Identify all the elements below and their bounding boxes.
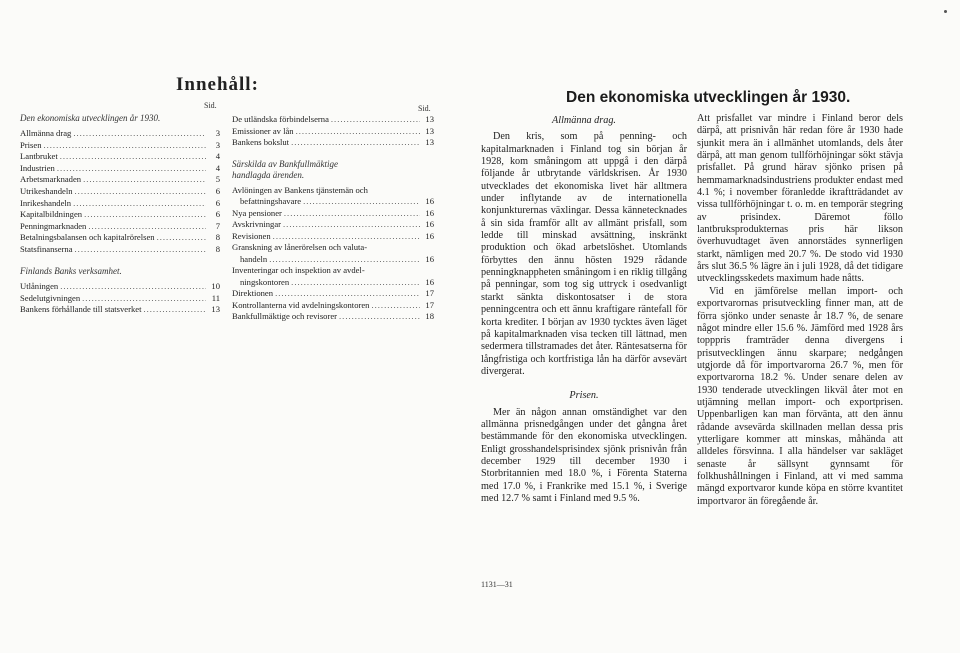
toc-entry-label: Direktionen (232, 288, 274, 299)
toc-list-continued (232, 114, 434, 149)
toc-entry (232, 208, 434, 219)
toc-entry (232, 242, 434, 253)
toc-entry-page-number: 16 (425, 230, 434, 241)
toc-entry-page-number: 3 (215, 128, 220, 138)
toc-entry-page-number: 7 (215, 220, 220, 231)
toc-entry-page-number: 6 (215, 185, 220, 196)
toc-entry (232, 114, 434, 126)
toc-leader-dots (273, 288, 420, 299)
toc-entry-page-number: 4 (215, 151, 220, 162)
paragraph-price-fall: Att prisfallet var mindre i Finland beror dels därpå, att prisnivån här redan före år 1930 hade sjunkit mera än i allmänhet utomlands, dels åter därpå, att man genom tullförhöjningar sökt stävja prisfallet. På grund härav sjönko prisen på hemmamarknadsindustriens produkter endast med 4.1 %; i november föranledde ikraftträdandet av vissa tullförhöjningar t. o. m. en temporär stegring av prisindex. Däremot föllo lantbruksprodukternas pris här likson överhuvudtaget även annorstädes synnerligen starkt, nämligen med 20.7 %. De stodo vid 1930 års slut 36.5 % lägre än i juli 1928, då det tidigare utvecklingsskedets maximum hade nåtts. (697, 113, 903, 285)
toc-heading: Innehåll: (176, 74, 259, 95)
toc-entry (20, 198, 220, 210)
toc-entry-page-number: 6 (215, 209, 220, 220)
toc-entry (20, 244, 220, 256)
toc-entry-label: Sedelutgivningen (20, 292, 81, 303)
toc-leader-dots (81, 174, 206, 186)
toc-entry-page-number: 17 (425, 299, 434, 310)
toc-entry-label: Utrikeshandeln (20, 185, 73, 196)
toc-entry (232, 196, 434, 207)
toc-list-special-matters (232, 185, 434, 322)
toc-entry (20, 209, 220, 221)
toc-leader-dots (282, 208, 420, 219)
toc-entry-label: befattningshavare (240, 196, 302, 207)
toc-entry-page-number: 8 (215, 243, 220, 254)
toc-leader-dots (337, 311, 420, 322)
toc-entry (232, 277, 434, 288)
article-title: Den ekonomiska utvecklingen år 1930. (566, 89, 851, 106)
toc-entry-page-number: 16 (425, 253, 434, 264)
toc-entry (232, 300, 434, 311)
toc-entry (232, 311, 434, 322)
paragraph-import-export: Vid en jämförelse mellan import- och exportvarornas prisutveckling finner man, att de förra sjönko under senaste år 18.7 %, de senare något mindre eller 15.6 %. Jämförd med 1928 års topppris framträder denna divergens i prisutvecklingen ännu skarpare; nedgången utgjorde då för importvarorna 26.7 %, men för exportvarorna 18.2 %. Under senare delen av 1930 tenderade utvecklingen likväl åter mot en utjämning mellan import- och exportprisen. Uppenbarligen kan man förvänta, att den ännu rådande avsevärda skillnaden mellan dessa pris ytterligare kommer att minskas, måhända att alldeles försvinna. I alla händelser var sakläget senaste år sällsynt gynnsamt för folkhushållningen i Finland, att vi med samma mängd exportvaror kunde köpa en större kvantitet importvaror än föregående år. (697, 285, 903, 507)
toc-list-economy (20, 128, 220, 256)
toc-section-title-bank: Finlands Banks verksamhet. (20, 266, 122, 276)
toc-section-title-economy: Den ekonomiska utvecklingen år 1930. (20, 113, 161, 123)
toc-entry-page-number: 5 (215, 174, 220, 185)
toc-entry-label: Inrikeshandeln (20, 197, 72, 208)
toc-entry-label: Betalningsbalansen och kapitalrörelsen (20, 232, 155, 243)
toc-entry-page-number: 16 (425, 219, 434, 230)
toc-entry (20, 293, 220, 305)
toc-entry-page-number: 10 (211, 281, 220, 291)
toc-list-bank (20, 281, 220, 316)
toc-entry-label: Nya pensioner (232, 207, 282, 218)
toc-entry-label: Inventeringar och inspektion av avdel- (232, 265, 365, 276)
toc-entry-label: Bankens förhållande till statsverket (20, 304, 142, 315)
toc-entry (232, 185, 434, 196)
toc-entry-page-number: 13 (211, 304, 220, 315)
toc-entry-page-number: 17 (425, 288, 434, 299)
toc-entry-label: Kontrollanterna vid avdelningskontoren (232, 299, 370, 310)
toc-entry-label: Avlöningen av Bankens tjänstemän och (232, 185, 368, 195)
toc-entry-label: Prisen (20, 139, 42, 150)
article-column-left (481, 115, 687, 505)
toc-entry (20, 174, 220, 186)
toc-entry-page-number: 16 (425, 276, 434, 287)
toc-leader-dots (301, 196, 420, 207)
toc-entry-page-number: 4 (215, 162, 220, 173)
page-footer-code: 1131—31 (481, 580, 513, 589)
toc-entry (232, 137, 434, 149)
subhead-general-features: Allmänna drag. (552, 115, 616, 126)
toc-entry-label: Allmänna drag (20, 128, 72, 138)
toc-entry-page-number: 13 (425, 125, 434, 136)
toc-leader-dots (329, 114, 420, 126)
paragraph-prices: Mer än någon annan omständighet var den allmänna prisnedgången under det gångna året bestämmande för den ekonomiska utvecklingen. Enligt grosshandelsprisindex sjönk prisnivån från december 1929 till december 1930 i Storbritannien med 18.0 %, i Förenta Staterna med 17.0 %, i Frankrike med 15.1 %, i Sverige med 12.7 % samt i Finland med 9.5 %. (481, 406, 687, 504)
toc-entry-label: Avskrivningar (232, 219, 282, 230)
toc-leader-dots (289, 137, 420, 149)
toc-entry-label: De utländska förbindelserna (232, 114, 329, 124)
toc-entry (20, 304, 220, 316)
toc-entry-page-number: 6 (215, 197, 220, 208)
toc-page-column-label-left: Sid. (204, 101, 217, 110)
toc-leader-dots (267, 254, 420, 265)
toc-entry (232, 126, 434, 138)
toc-entry-page-number: 16 (425, 196, 434, 207)
toc-leader-dots (71, 128, 206, 140)
toc-leader-dots (73, 244, 206, 256)
toc-entry-label: Lantbruket (20, 151, 58, 162)
toc-entry-page-number: 3 (215, 139, 220, 150)
toc-entry-label: Bankens bokslut (232, 137, 290, 148)
toc-entry (232, 254, 434, 265)
toc-entry-label: Statsfinanserna (20, 243, 73, 254)
toc-entry-label: Emissioner av lån (232, 125, 294, 136)
toc-entry-label: Utlåningen (20, 281, 59, 291)
toc-entry-page-number: 16 (425, 207, 434, 218)
toc-entry (232, 288, 434, 299)
toc-entry (20, 163, 220, 175)
toc-leader-dots (80, 293, 206, 305)
toc-entry (20, 221, 220, 233)
toc-entry-label: handeln (240, 253, 268, 264)
toc-leader-dots (86, 221, 206, 233)
toc-entry-page-number: 8 (215, 232, 220, 243)
toc-entry (232, 265, 434, 276)
toc-leader-dots (141, 304, 206, 316)
toc-entry-label: Arbetsmarknaden (20, 174, 82, 185)
toc-leader-dots (58, 281, 206, 293)
toc-leader-dots (271, 231, 420, 242)
toc-entry (20, 186, 220, 198)
toc-entry-page-number: 13 (425, 114, 434, 124)
toc-entry-label: Penningmarknaden (20, 220, 87, 231)
toc-entry-page-number: 18 (425, 310, 434, 321)
toc-leader-dots (289, 277, 420, 288)
toc-leader-dots (71, 198, 206, 210)
toc-entry (20, 151, 220, 163)
article-column-right (697, 113, 903, 508)
toc-entry-label: ningskontoren (240, 276, 290, 287)
toc-entry-label: Industrien (20, 162, 55, 173)
toc-leader-dots (41, 140, 206, 152)
toc-leader-dots (82, 209, 206, 221)
subhead-prices: Prisen. (569, 390, 599, 402)
toc-leader-dots (281, 219, 420, 230)
toc-leader-dots (294, 126, 420, 138)
toc-entry-page-number: 13 (425, 137, 434, 148)
toc-page-column-label-right: Sid. (418, 104, 431, 113)
toc-leader-dots (73, 186, 206, 198)
toc-entry (20, 281, 220, 293)
paragraph-general-features: Den kris, som på penning- och kapitalmarknaden i Finland tog sin början år 1928, kom småningom att uppgå i den därpå följande år utbrytande världskrisen. År 1930 utvecklades det ekonomiska livet här alltmera under inflytande av de internationella konjunkturernas växlingar. Dessa kännetecknades å sin sida framför allt av allmänt prisfall, som ledde till minskad avsättning, inskränkt produktion och ökad arbetslöshet. Utomlands förbyttes den ännu hösten 1929 rådande penningknappheten småningom i en riklig tillgång på penningar, som tog sig uttryck i osedvanligt starkt sänkta diskontosatser i de stora penningcentra och ett ännu kraftigare räntefall för korta krediter. I början av 1930 tycktes även läget på kapitalmarknaden visa tecken till lättnad, men sedermera tillstramades det åter. Räntesatserna för långfristiga och kortfristiga lån ha därför avsevärt divergerat. (481, 131, 687, 377)
toc-entry-label: Kapitalbildningen (20, 209, 83, 220)
toc-entry-label: Revisionen (232, 230, 271, 241)
toc-entry (232, 219, 434, 230)
toc-entry (20, 140, 220, 152)
toc-entry (20, 232, 220, 244)
toc-leader-dots (369, 300, 420, 311)
toc-leader-dots (58, 151, 206, 163)
toc-entry-label: Granskning av lånerörelsen och valuta- (232, 242, 368, 253)
toc-leader-dots (55, 163, 206, 175)
toc-section-title-special-matters: Särskilda av Bankfullmäktige handlagda ärenden. (232, 159, 338, 180)
scan-speck (944, 10, 947, 13)
toc-entry-page-number: 11 (211, 292, 220, 303)
toc-entry (20, 128, 220, 140)
toc-entry-label: Bankfullmäktige och revisorer (232, 310, 338, 321)
toc-leader-dots (155, 232, 206, 244)
toc-entry (232, 231, 434, 242)
